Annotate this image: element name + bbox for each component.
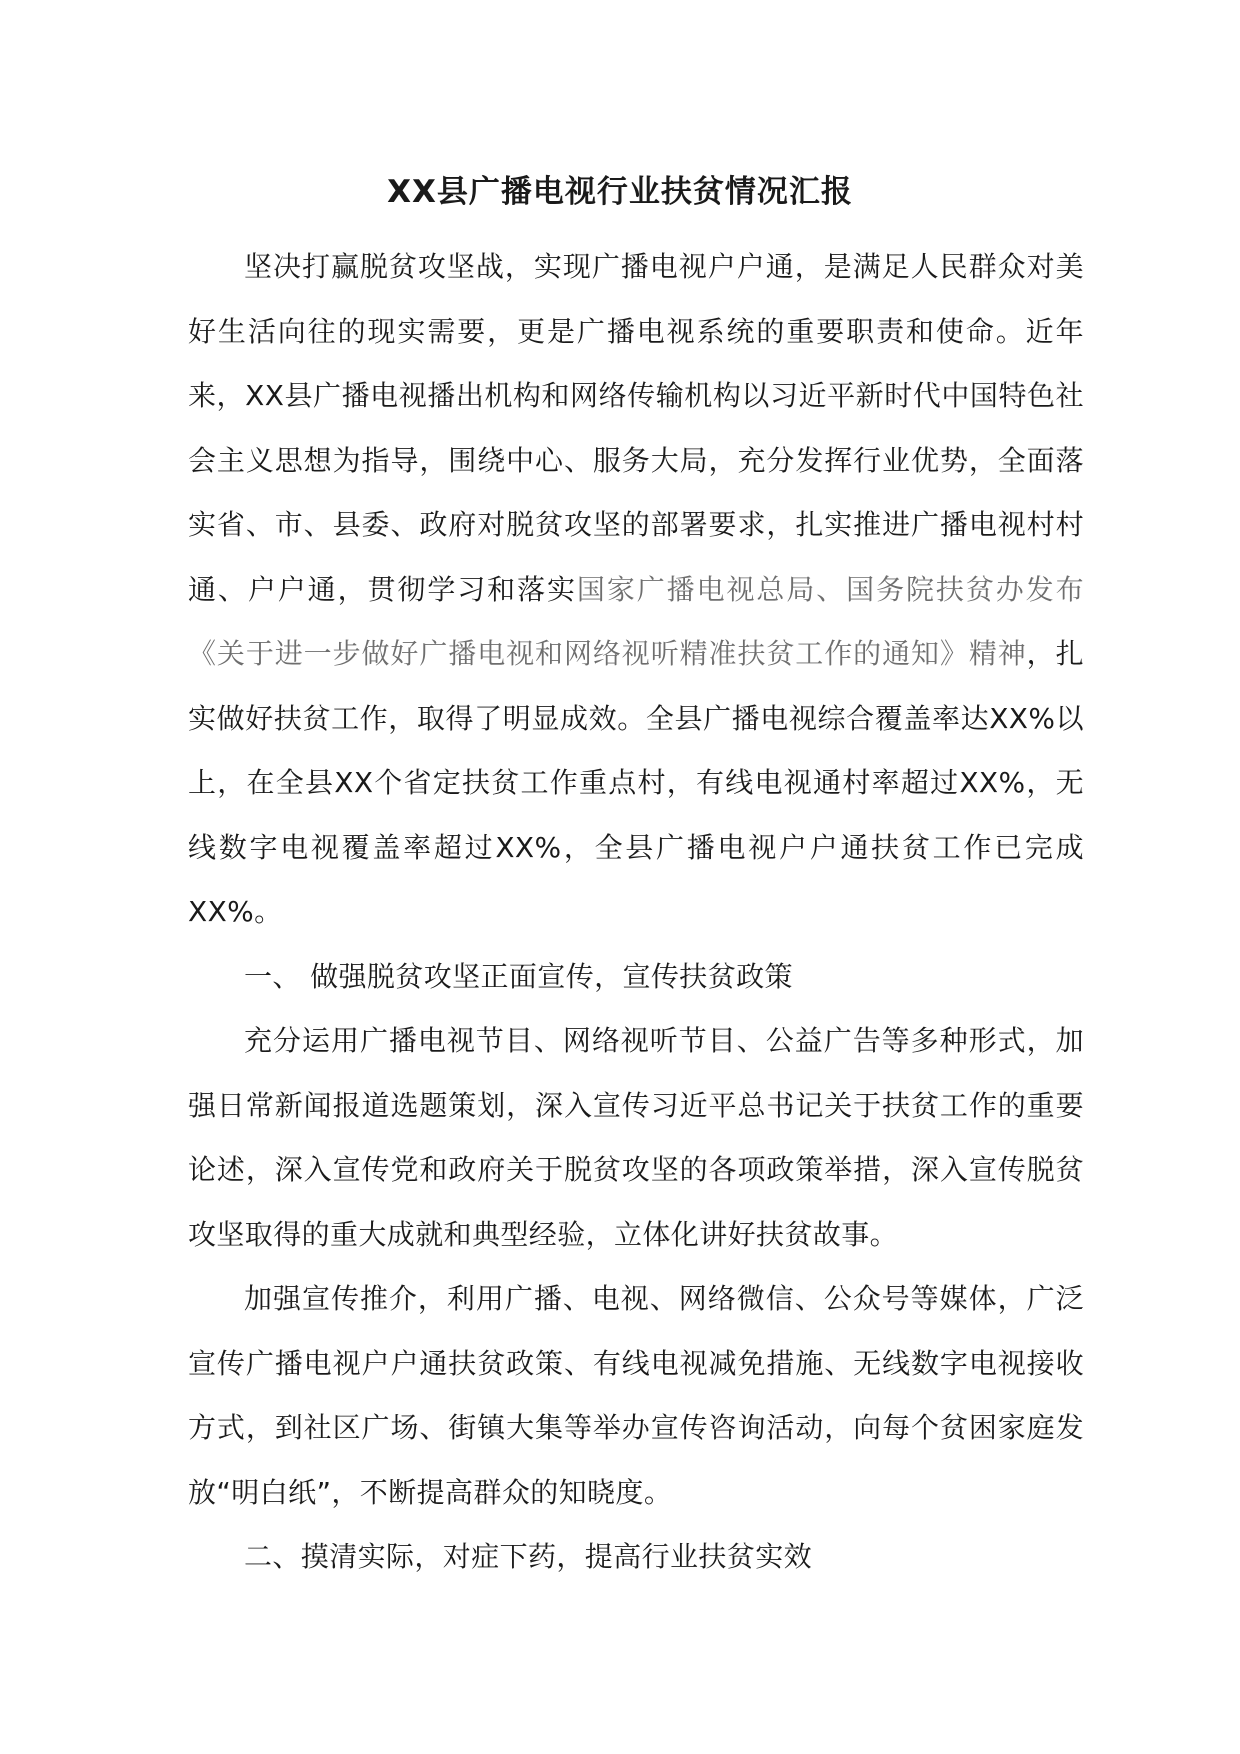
- section1-heading: 一、 做强脱贫攻坚正面宣传，宣传扶贫政策: [244, 959, 793, 993]
- section1-paragraph-1: 充分运用广播电视节目、网络视听节目、公益广告等多种形式，加强日常新闻报道选题策划，深入宣传习近平总书记关于扶贫工作的重要论述，深入宣传党和政府关于脱贫攻坚的各项政策举措，深入宣传脱贫攻坚取得的重大成就和典型经验，立体化讲好扶贫故事。: [188, 1024, 1084, 1251]
- section2-heading: 二、摸清实际，对症下药，提高行业扶贫实效: [244, 1540, 813, 1573]
- intro-text-part1: 坚决打赢脱贫攻坚战，实现广播电视户户通，是满足人民群众对美好生活向往的现实需要，更是广播电视系统的重要职责和使命。近年来，XX县广播电视播出机构和网络传输机构以习近平新时代中国特色社会主义思想为指导，围绕中心、服务大局，充分发挥行业优势，全面落实省、市、县委、政府对脱贫攻坚的部署要求，扎实推进广播电视村村通、户户通，贯彻学习和落实: [188, 250, 1084, 606]
- intro-text-part3: ，扎实做好扶贫工作，取得了明显成效。全县广播电视综合覆盖率达XX%以上，在全县XX个省定扶贫工作重点村，有线电视通村率超过XX%，无线数字电视覆盖率超过XX%，全县广播电视户户通扶贫工作已完成XX%。: [188, 637, 1084, 928]
- document-title: XX县广播电视行业扶贫情况汇报: [387, 174, 853, 210]
- section1-paragraph-2: 加强宣传推介，利用广播、电视、网络微信、公众号等媒体，广泛宣传广播电视户户通扶贫政策、有线电视减免措施、无线数字电视接收方式，到社区广场、街镇大集等举办宣传咨询活动，向每个贫困家庭发放“明白纸”，不断提高群众的知晓度。: [188, 1282, 1084, 1509]
- intro-paragraph: [188, 235, 1084, 945]
- document-body: [188, 235, 1084, 1590]
- intro-text-gray: 国家广播电视总局、国务院扶贫办发布《关于进一步做好广播电视和网络视听精准扶贫工作的通知》精神: [188, 572, 1084, 670]
